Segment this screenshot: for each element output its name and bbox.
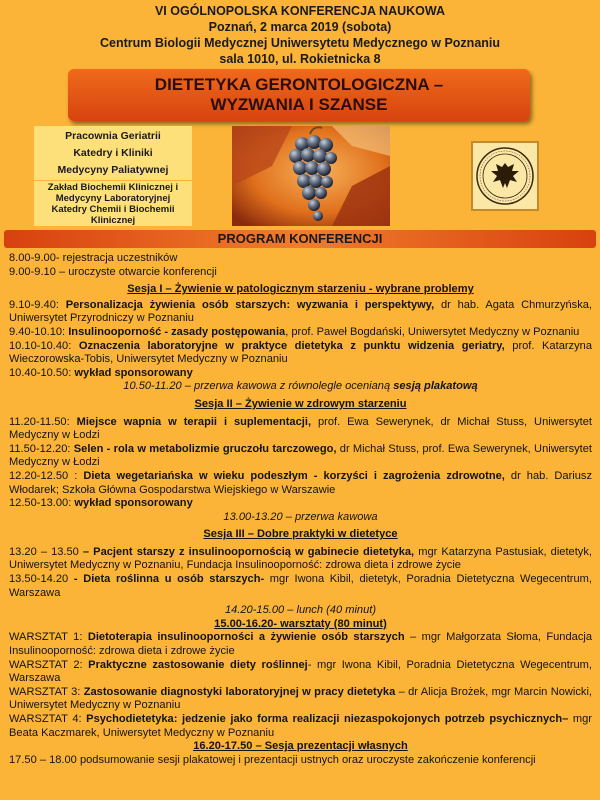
item-talk-title: Oznaczenia laboratoryjne w praktyce dietetyka z punktu widzenia geriatry, xyxy=(78,339,505,352)
organizer-line: Pracownia Geriatrii xyxy=(65,130,161,142)
item-time: 10.10-10.40: xyxy=(9,339,79,352)
item-speaker: dr hab. Agata Chmurzyńska, Uniwersytet Przyrodniczy w Poznaniu xyxy=(9,298,593,325)
conference-date: Poznań, 2 marca 2019 (sobota) xyxy=(208,20,392,34)
item-time: 12.20-12.50 : xyxy=(9,469,84,482)
workshop-label: WARSZTAT 3: xyxy=(9,685,84,698)
item-talk-title: Dieta wegetariańska w wieku podeszłym - korzyści i zagrożenia zdrowotne, xyxy=(83,469,505,482)
organizer-box-geriatrics xyxy=(34,126,192,180)
program-item xyxy=(9,416,592,443)
item-time: 10.40-10.50: xyxy=(9,366,75,379)
item-time: 13.50-14.20 xyxy=(9,573,74,586)
coffee-break-2: 13.00-13.20 – przerwa kawowa xyxy=(223,510,378,523)
organizer-line: Katedry Chemii i Biochemii xyxy=(51,204,175,215)
session-1-title: Sesja I – Żywienie w patologicznym starzeniu - wybrane problemy xyxy=(127,283,474,296)
conference-edition: VI OGÓLNOPOLSKA KONFERENCJA NAUKOWA xyxy=(154,4,446,18)
program-item xyxy=(9,367,592,381)
lunch-break: 14.20-15.00 – lunch (40 minut) xyxy=(224,604,377,617)
conference-venue: Centrum Biologii Medycznej Uniwersytetu Medycznego w Poznaniu xyxy=(99,36,501,50)
workshop-title: Dietoterapia insulinooporności a żywienie osób starszych xyxy=(87,631,405,644)
workshop-label: WARSZTAT 2: xyxy=(9,658,89,671)
item-talk-title: wykład sponsorowany xyxy=(74,366,193,379)
program-item xyxy=(9,299,592,326)
program-item xyxy=(9,573,592,600)
workshop-title: Zastosowanie diagnostyki laboratoryjnej w pracy dietetyka xyxy=(83,685,396,698)
item-talk-title: Selen - rola w metabolizmie gruczołu tarczowego, xyxy=(73,442,337,455)
program-list xyxy=(9,252,592,767)
workshop-label: WARSZTAT 1: xyxy=(9,631,88,644)
item-speaker: , prof. Paweł Bogdański, Uniwersytet Medyczny w Poznaniu xyxy=(285,325,580,338)
eagle-emblem-icon xyxy=(473,143,537,209)
program-title-bar: PROGRAM KONFERENCJI xyxy=(4,230,596,248)
conference-room: sala 1010, ul. Rokietnicka 8 xyxy=(219,52,381,66)
organizer-line: Klinicznej xyxy=(90,215,136,226)
presentations-title: 16.20-17.50 – Sesja prezentacji własnych xyxy=(193,740,408,753)
item-talk-title: Miejsce wapnia w terapii i suplementacji, xyxy=(76,415,312,428)
workshop-leader: – mgr Małgorzata Słoma, Fundacja Insulinooporność: zdrowa dieta i zdrowe życie xyxy=(9,631,592,658)
program-item xyxy=(9,340,592,367)
item-time: 11.20-11.50: xyxy=(9,415,77,428)
workshop-title: Psychodietetyka: jedzenie jako forma realizacji niezaspokojonych potrzeb psychicznych– xyxy=(86,713,569,725)
workshop-title: Praktyczne zastosowanie diety roślinnej xyxy=(88,658,308,671)
item-speaker: mgr Katarzyna Pastusiak, dietetyk, Uniwersytet Medyczny w Poznaniu, Fundacja Insulinooporność: zdrowa dieta i zdrowe życie xyxy=(9,545,592,572)
item-speaker: prof. Ewa Sewerynek, dr Michał Stuss, Uniwersytet Medyczny w Łodzi xyxy=(9,415,593,442)
program-item xyxy=(9,443,592,470)
organizer-line: Zakład Biochemii Klinicznej i xyxy=(47,182,179,193)
workshop-leader: - mgr Iwona Kibil, Poradnia Dietetyczna Wegecentrum, Warszawa xyxy=(9,658,593,685)
item-time: 9.10-9.40: xyxy=(9,298,66,311)
university-seal xyxy=(471,141,539,211)
title-banner xyxy=(68,69,530,121)
program-item xyxy=(9,546,592,573)
coffee-break-1: 10.50-11.20 – przerwa kawowa z równolegle ocenianą sesją plakatową xyxy=(123,380,478,393)
workshop-leader: mgr Beata Kaczmarek, Uniwersytet Medyczny w Poznaniu xyxy=(9,713,592,739)
workshop-item xyxy=(9,686,592,713)
item-speaker: prof. Katarzyna Wieczorowska-Tobis, Uniwersytet Medyczny w Poznaniu xyxy=(9,339,592,366)
program-item xyxy=(9,497,592,511)
workshops-title: 15.00-16.20- warsztaty (80 minut) xyxy=(214,617,387,630)
poster-session-label: sesją plakatową xyxy=(393,380,478,393)
item-speaker: mgr Iwona Kibil, dietetyk, Poradnia Dietetyczna Wegecentrum, Warszawa xyxy=(9,573,592,599)
workshop-item xyxy=(9,659,592,686)
title-line-2: WYZWANIA I SZANSE xyxy=(210,95,388,114)
item-time: 11.50-12.20: xyxy=(9,442,74,455)
workshop-label: WARSZTAT 4: xyxy=(9,713,87,725)
opening-item: 9.00-9.10 – uroczyste otwarcie konferencji xyxy=(9,265,217,278)
grapes-illustration xyxy=(232,126,390,226)
organizer-box-biochemistry xyxy=(34,181,192,226)
item-talk-title: Insulinooporność - zasady postępowania xyxy=(68,325,286,338)
item-talk-title: Personalizacja żywienia osób starszych: wyzwania i perspektywy, xyxy=(65,298,435,311)
workshop-leader: – dr Alicja Brożek, mgr Marcin Nowicki, Uniwersytet Medyczny w Poznaniu xyxy=(9,685,592,712)
item-talk-title: wykład sponsorowany xyxy=(74,497,193,510)
item-time: 13.20 – 13.50 xyxy=(9,545,83,558)
workshop-item xyxy=(9,631,592,658)
item-time: 9.40-10.10: xyxy=(9,325,69,338)
organizer-line: Medycyny Laboratoryjnej xyxy=(55,193,171,204)
closing-item: 17.50 – 18.00 podsumowanie sesji plakatowej i prezentacji ustnych oraz uroczyste zakończenie konferencji xyxy=(9,753,536,766)
item-talk-title: - Dieta roślinna u osób starszych- xyxy=(73,573,265,586)
session-3-title: Sesja III – Dobre praktyki w dietetyce xyxy=(203,528,398,541)
organizer-line: Katedry i Kliniki xyxy=(73,147,153,159)
organizer-line: Medycyny Paliatywnej xyxy=(57,164,169,176)
program-item xyxy=(9,326,592,340)
item-speaker: dr hab. Dariusz Włodarek; Szkoła Główna Gospodarstwa Wiejskiego w Warszawie xyxy=(9,469,592,496)
session-2-title: Sesja II – Żywienie w zdrowym starzeniu xyxy=(194,397,407,410)
registration-item: 8.00-9.00- rejestracja uczestników xyxy=(9,252,178,264)
grapes-photo xyxy=(232,126,390,226)
program-item xyxy=(9,470,592,497)
item-talk-title: – Pacjent starszy z insulinoopornością w gabinecie dietetyka, xyxy=(82,545,415,558)
item-speaker: dr Michał Stuss, prof. Ewa Sewerynek, Uniwersytet Medyczny w Łodzi xyxy=(9,442,593,469)
item-time: 12.50-13.00: xyxy=(9,497,75,510)
title-line-1: DIETETYKA GERONTOLOGICZNA – xyxy=(154,75,444,94)
workshop-item xyxy=(9,713,592,740)
